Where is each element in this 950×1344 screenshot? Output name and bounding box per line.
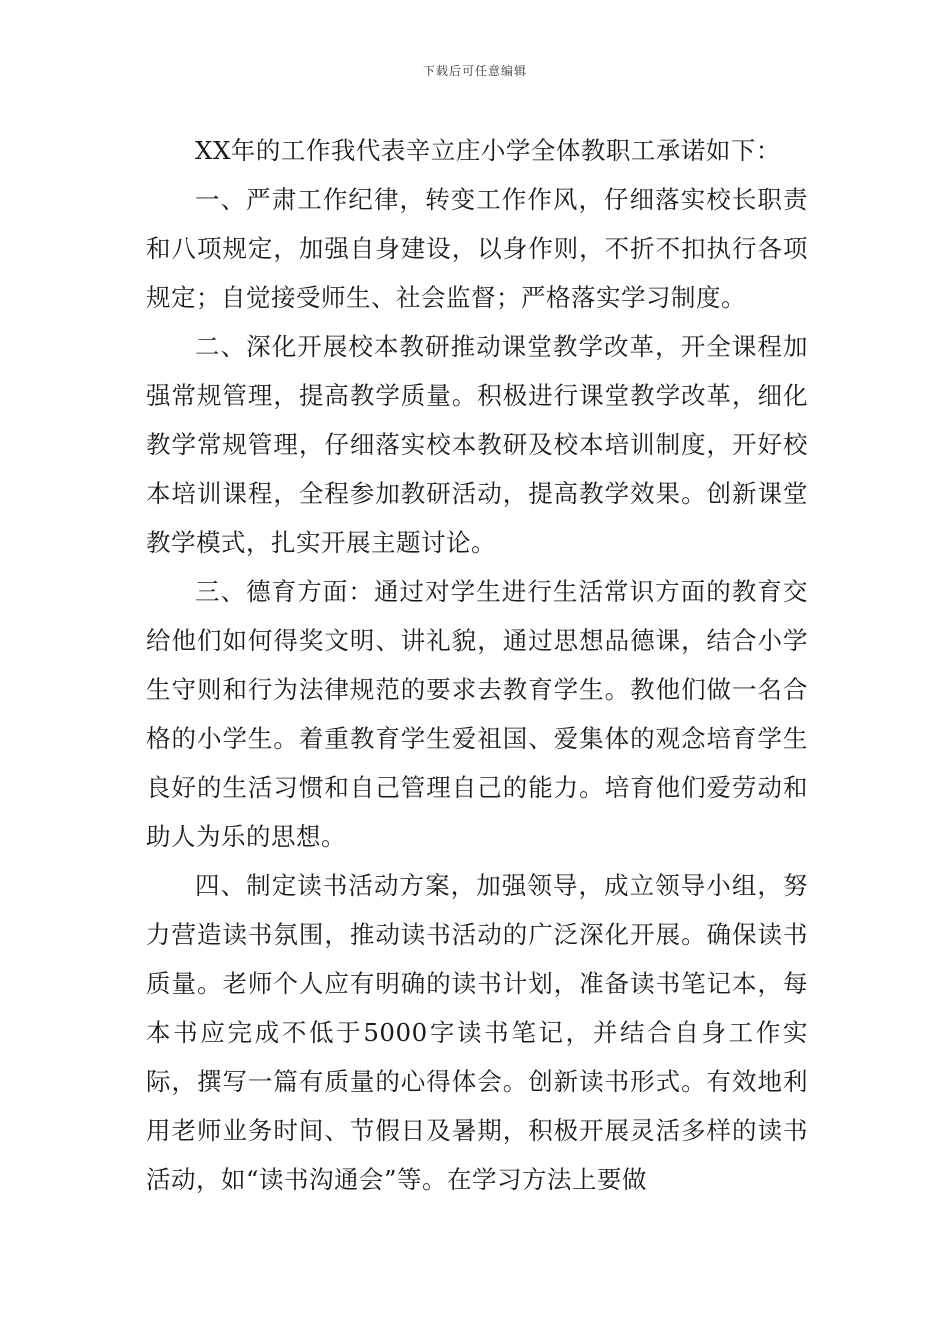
- header-note: 下载后可任意编辑: [422, 64, 527, 78]
- paragraph-3: 三、德育方面：通过对学生进行生活常识方面的教育交给他们如何得奖文明、讲礼貌，通过思想品德课，结合小学生守则和行为法律规范的要求去教育学生。教他们做一名合格的小学生。着重教育学生爱祖国、爱集体的观念培育学生良好的生活习惯和自己管理自己的能力。培育他们爱劳动和助人为乐的思想。: [146, 577, 808, 851]
- document-body: [146, 126, 808, 1204]
- paragraph-2: 二、深化开展校本教研推动课堂教学改革，开全课程加强常规管理，提高教学质量。积极进行课堂教学改革，细化教学常规管理，仔细落实校本教研及校本培训制度，开好校本培训课程，全程参加教研活动，提高教学效果。创新课堂教学模式，扎实开展主题讨论。: [146, 332, 808, 557]
- paragraph-1: 一、严肃工作纪律，转变工作作风，仔细落实校长职责和八项规定，加强自身建设，以身作则，不折不扣执行各项规定；自觉接受师生、社会监督；严格落实学习制度。: [146, 185, 808, 312]
- paragraph-intro: XX年的工作我代表辛立庄小学全体教职工承诺如下：: [195, 136, 781, 165]
- paragraph-4: 四、制定读书活动方案，加强领导，成立领导小组，努力营造读书氛围，推动读书活动的广泛深化开展。确保读书质量。老师个人应有明确的读书计划，准备读书笔记本，每本书应完成不低于5000字读书笔记，并结合自身工作实际，撰写一篇有质量的心得体会。创新读书形式。有效地利用老师业务时间、节假日及暑期，积极开展灵活多样的读书活动，如“读书沟通会”等。在学习方法上要做: [146, 871, 808, 1194]
